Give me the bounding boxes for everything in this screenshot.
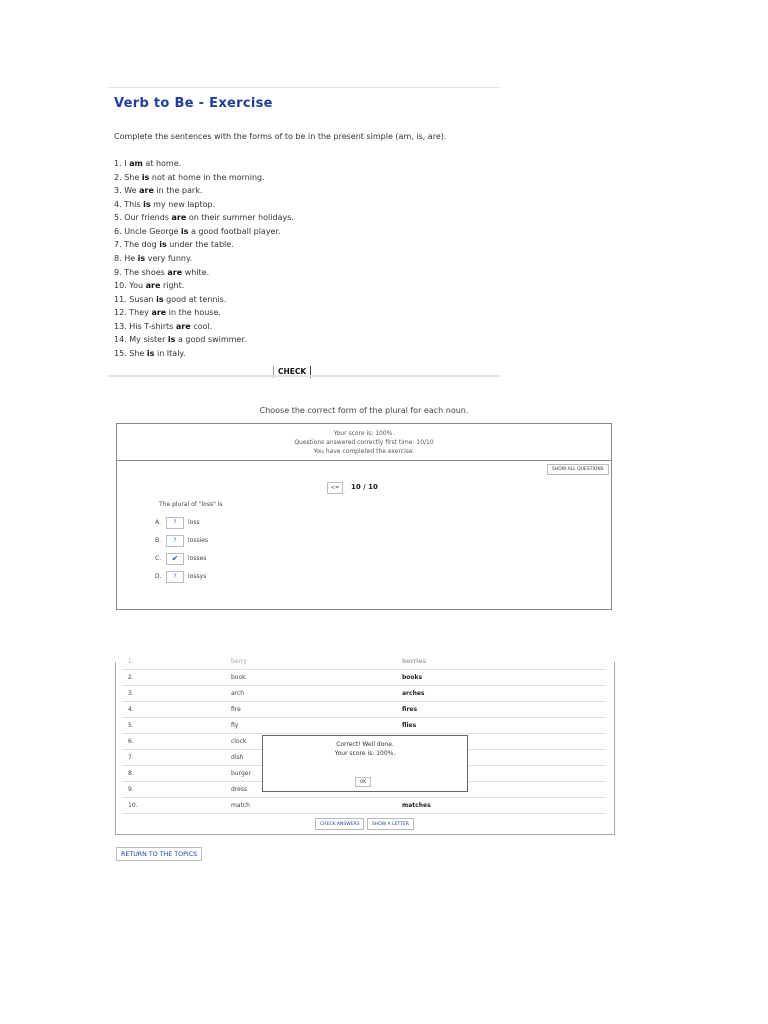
divider	[108, 87, 500, 88]
option-check-box[interactable]: ?	[166, 535, 184, 547]
sentence-start: This	[124, 199, 144, 209]
plural-cell: arches	[402, 690, 425, 697]
sentence-number: 13.	[114, 321, 127, 331]
sentence-end: good at tennis.	[163, 294, 227, 304]
sentence-end: cool.	[190, 321, 213, 331]
sentence-answer: is	[180, 226, 189, 236]
option-text: losses	[188, 555, 207, 562]
sentence-item	[114, 184, 294, 198]
option-letter: A.	[155, 519, 161, 526]
table-row	[122, 718, 606, 734]
verb-to-be-panel	[108, 86, 500, 380]
sentence-start: The dog	[124, 240, 160, 250]
sentence-end: in the park.	[153, 186, 203, 196]
sentence-item	[114, 198, 294, 212]
row-number: 5.	[128, 722, 134, 729]
ok-button[interactable]: OK	[355, 777, 371, 787]
plural-cell: matches	[402, 802, 431, 809]
sentence-answer: are	[171, 213, 187, 223]
return-to-topics-button[interactable]: RETURN TO THE TOPICS	[116, 847, 202, 861]
check-button[interactable]: CHECK	[273, 366, 311, 378]
table-row	[122, 702, 606, 718]
sentence-item	[114, 266, 294, 280]
sentence-item	[114, 279, 294, 293]
sentence-number: 9.	[114, 267, 122, 277]
sentence-answer: is	[167, 335, 176, 345]
row-number: 6.	[128, 738, 134, 745]
show-all-questions-button[interactable]: SHOW ALL QUESTIONS	[547, 464, 609, 475]
sentence-number: 8.	[114, 253, 122, 263]
sentence-end: right.	[160, 281, 185, 291]
divider	[108, 375, 500, 377]
sentence-item	[114, 252, 294, 266]
sentence-number: 2.	[114, 172, 122, 182]
exercise-heading: Choose the correct form of the plural for each noun.	[259, 406, 469, 415]
sentence-item	[114, 347, 294, 361]
sentence-end: under the table.	[166, 240, 234, 250]
score-text: Your score is: 100%.	[333, 430, 395, 437]
option-check-box[interactable]: ?	[166, 571, 184, 583]
sentence-number: 12.	[114, 308, 127, 318]
noun-cell: dish	[231, 754, 244, 761]
sentence-number: 3.	[114, 186, 122, 196]
table-row	[122, 798, 606, 814]
sentence-number: 15.	[114, 348, 127, 358]
first-time-text: Questions answered correctly first time: 10/10	[294, 439, 434, 446]
table-row	[122, 686, 606, 702]
row-number: 8.	[128, 770, 134, 777]
sentence-start: We	[124, 186, 140, 196]
sentence-item	[114, 211, 294, 225]
sentence-end: not at home in the morning.	[149, 172, 265, 182]
sentence-answer: are	[175, 321, 191, 331]
noun-cell: dress	[231, 786, 248, 793]
result-dialog	[262, 735, 468, 792]
row-number: 1.	[128, 658, 134, 665]
sentence-item	[114, 320, 294, 334]
plural-cell: berries	[402, 658, 426, 665]
instructions: Complete the sentences with the forms of to be in the present simple (am, is, are).	[114, 132, 447, 141]
sentence-end: in Italy.	[154, 348, 186, 358]
page-title: Verb to Be - Exercise	[114, 96, 273, 111]
sentence-item	[114, 225, 294, 239]
sentence-item	[114, 157, 294, 171]
sentence-number: 11.	[114, 294, 127, 304]
sentence-item	[114, 171, 294, 185]
table-row	[122, 658, 606, 670]
row-number: 3.	[128, 690, 134, 697]
sentence-start: She	[129, 348, 147, 358]
sentence-start: Susan	[129, 294, 157, 304]
sentence-start: Our friends	[124, 213, 172, 223]
option-letter: D.	[155, 573, 162, 580]
checkmark-icon[interactable]: ✔	[166, 553, 184, 565]
plural-table-panel	[115, 658, 615, 835]
sentence-start: He	[124, 253, 138, 263]
noun-cell: berry	[231, 658, 247, 665]
option-text: lossys	[188, 573, 207, 580]
question-panel	[116, 460, 612, 610]
noun-cell: burger	[231, 770, 251, 777]
sentence-number: 6.	[114, 226, 122, 236]
sentence-answer: is	[143, 199, 151, 209]
plural-cell: fires	[402, 706, 418, 713]
sentence-item	[114, 306, 294, 320]
sentence-start: His T-shirts	[129, 321, 176, 331]
sentence-end: a good football player.	[188, 226, 281, 236]
option-check-box[interactable]: ?	[166, 517, 184, 529]
sentence-answer: are	[139, 186, 154, 196]
plural-cell: flies	[402, 722, 417, 729]
sentence-end: white.	[182, 267, 210, 277]
sentence-number: 1.	[114, 159, 122, 168]
sentence-item	[114, 238, 294, 252]
sentence-number: 10.	[114, 281, 127, 291]
sentence-end: my new laptop.	[150, 199, 216, 209]
sentence-end: on their summer holidays.	[186, 213, 294, 223]
sentence-number: 4.	[114, 199, 122, 209]
sentence-start: Uncle George	[124, 226, 181, 236]
noun-cell: book	[231, 674, 246, 681]
sentence-start: I	[124, 159, 130, 168]
row-number: 10.	[128, 802, 138, 809]
plural-cell: books	[402, 674, 423, 681]
question-counter: 10 / 10	[351, 483, 378, 491]
sentence-start: You	[129, 281, 146, 291]
noun-cell: clock	[231, 738, 247, 745]
sentence-answer: is	[156, 294, 164, 304]
sentence-end: at home.	[142, 159, 182, 168]
sentence-answer: am	[129, 159, 143, 168]
sentence-answer: is	[159, 240, 167, 250]
result-score: Your score is: 100%.	[334, 750, 396, 757]
sentence-number: 14.	[114, 335, 127, 345]
sentence-start: She	[124, 172, 142, 182]
table-row	[122, 670, 606, 686]
option-text: loss	[188, 519, 200, 526]
option-text: lossies	[188, 537, 209, 544]
sentence-end: a good swimmer.	[175, 335, 247, 345]
check-answers-button[interactable]: CHECK ANSWERS	[315, 818, 364, 830]
row-number: 2.	[128, 674, 134, 681]
score-box	[116, 423, 612, 461]
sentence-answer: is	[141, 172, 150, 182]
row-number: 7.	[128, 754, 134, 761]
row-number: 4.	[128, 706, 134, 713]
sentence-number: 7.	[114, 240, 122, 250]
question-text: The plural of "loss" is	[159, 501, 223, 508]
noun-cell: match	[231, 802, 250, 809]
sentence-number: 5.	[114, 213, 122, 223]
sentence-start: The shoes	[124, 267, 168, 277]
sentence-start: My sister	[129, 335, 168, 345]
noun-cell: arch	[231, 690, 245, 697]
show-a-letter-button[interactable]: SHOW A LETTER	[367, 818, 414, 830]
sentence-answer: is	[137, 253, 146, 263]
option-letter: C.	[155, 555, 162, 562]
previous-question-button[interactable]: <=	[327, 482, 343, 494]
row-number: 9.	[128, 786, 134, 793]
completed-text: You have completed the exercise.	[313, 448, 415, 455]
sentence-list	[114, 157, 294, 360]
sentence-answer: is	[146, 348, 155, 358]
noun-cell: fire	[231, 706, 241, 713]
noun-cell: fly	[231, 722, 239, 729]
sentence-item	[114, 293, 294, 307]
sentence-answer: are	[145, 281, 161, 291]
sentence-item	[114, 333, 294, 347]
sentence-end: very funny.	[145, 253, 193, 263]
sentence-start: They	[129, 308, 152, 318]
sentence-answer: are	[167, 267, 183, 277]
option-letter: B.	[155, 537, 162, 544]
sentence-end: in the house.	[166, 308, 221, 318]
result-message: Correct! Well done.	[336, 741, 394, 748]
sentence-answer: are	[151, 308, 167, 318]
